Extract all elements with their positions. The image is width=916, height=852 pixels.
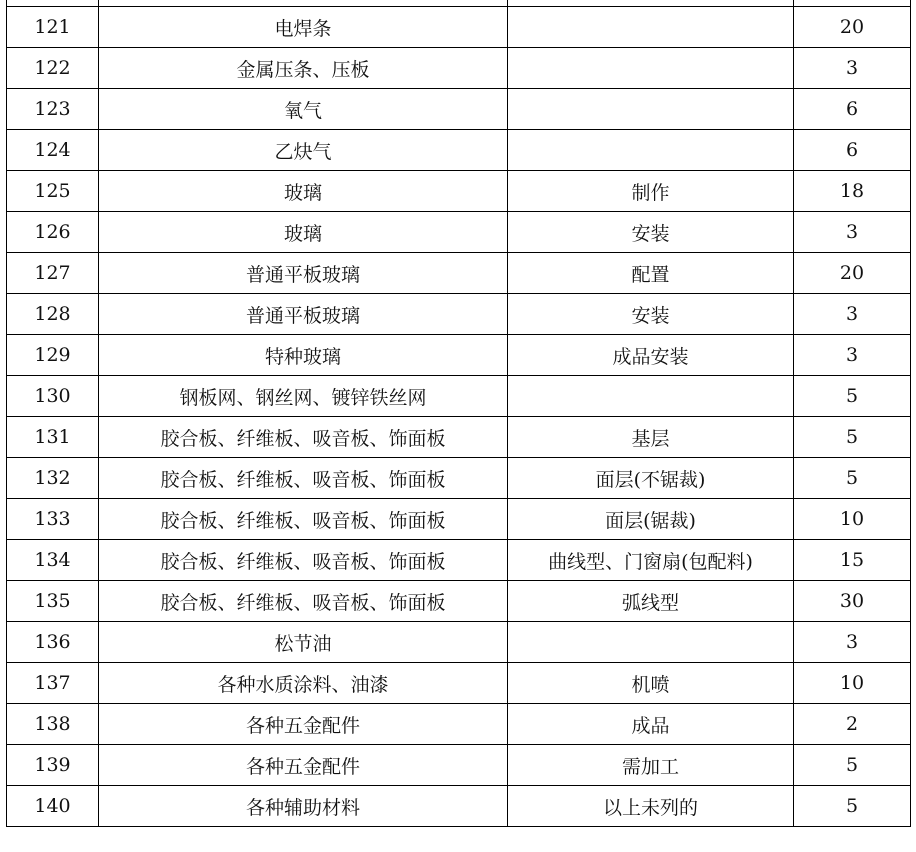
table-row <box>7 48 911 89</box>
table-row <box>7 458 911 499</box>
material-name-cell: 氧气 <box>99 89 508 130</box>
value-cell: 30 <box>794 581 911 622</box>
material-name-cell: 电焊条 <box>99 7 508 48</box>
process-cell: 需加工 <box>508 745 794 786</box>
process-cell: 安装 <box>508 212 794 253</box>
process-cell <box>508 376 794 417</box>
material-name-cell: 胶合板、纤维板、吸音板、饰面板 <box>99 540 508 581</box>
value-cell: 5 <box>794 417 911 458</box>
value-cell: 6 <box>794 130 911 171</box>
process-cell <box>508 89 794 130</box>
table-row <box>7 786 911 827</box>
process-cell: 基层 <box>508 417 794 458</box>
material-name-cell: 金属压条、压板 <box>99 48 508 89</box>
process-cell <box>508 7 794 48</box>
row-number-cell: 133 <box>7 499 99 540</box>
process-cell: 成品 <box>508 704 794 745</box>
row-number-cell: 125 <box>7 171 99 212</box>
row-number-cell: 131 <box>7 417 99 458</box>
process-cell <box>508 622 794 663</box>
table-row <box>7 212 911 253</box>
value-cell: 5 <box>794 786 911 827</box>
row-number-cell: 123 <box>7 89 99 130</box>
row-number-cell: 139 <box>7 745 99 786</box>
value-cell: 10 <box>794 663 911 704</box>
table-row <box>7 89 911 130</box>
table-row <box>7 376 911 417</box>
row-number-cell: 140 <box>7 786 99 827</box>
value-cell: 20 <box>794 253 911 294</box>
process-cell: 以上未列的 <box>508 786 794 827</box>
value-cell: 20 <box>794 7 911 48</box>
value-cell: 10 <box>794 499 911 540</box>
table-row <box>7 499 911 540</box>
row-number-cell: 126 <box>7 212 99 253</box>
process-cell: 曲线型、门窗扇(包配料) <box>508 540 794 581</box>
process-cell: 成品安装 <box>508 335 794 376</box>
row-number-cell: 129 <box>7 335 99 376</box>
materials-table <box>6 0 911 827</box>
row-number-cell: 128 <box>7 294 99 335</box>
process-cell: 安装 <box>508 294 794 335</box>
material-name-cell: 玻璃 <box>99 212 508 253</box>
process-cell: 机喷 <box>508 663 794 704</box>
process-cell: 制作 <box>508 171 794 212</box>
table-row <box>7 540 911 581</box>
material-name-cell: 普通平板玻璃 <box>99 253 508 294</box>
table-row <box>7 704 911 745</box>
material-name-cell: 各种水质涂料、油漆 <box>99 663 508 704</box>
material-name-cell: 胶合板、纤维板、吸音板、饰面板 <box>99 581 508 622</box>
table-row <box>7 622 911 663</box>
table-row <box>7 130 911 171</box>
material-name-cell: 玻璃 <box>99 171 508 212</box>
row-number-cell: 127 <box>7 253 99 294</box>
material-name-cell: 各种五金配件 <box>99 745 508 786</box>
table-row <box>7 294 911 335</box>
value-cell: 2 <box>794 704 911 745</box>
row-number-cell: 136 <box>7 622 99 663</box>
material-name-cell: 乙炔气 <box>99 130 508 171</box>
value-cell: 3 <box>794 212 911 253</box>
row-number-cell: 134 <box>7 540 99 581</box>
material-name-cell: 特种玻璃 <box>99 335 508 376</box>
row-number-cell: 122 <box>7 48 99 89</box>
material-name-cell: 普通平板玻璃 <box>99 294 508 335</box>
value-cell: 6 <box>794 89 911 130</box>
row-number-cell: 124 <box>7 130 99 171</box>
material-name-cell: 钢板网、钢丝网、镀锌铁丝网 <box>99 376 508 417</box>
value-cell: 3 <box>794 294 911 335</box>
material-name-cell: 各种五金配件 <box>99 704 508 745</box>
row-number-cell: 137 <box>7 663 99 704</box>
table-row <box>7 171 911 212</box>
table-row <box>7 7 911 48</box>
value-cell: 5 <box>794 376 911 417</box>
material-name-cell: 胶合板、纤维板、吸音板、饰面板 <box>99 417 508 458</box>
row-number-cell: 121 <box>7 7 99 48</box>
value-cell: 18 <box>794 171 911 212</box>
material-name-cell: 胶合板、纤维板、吸音板、饰面板 <box>99 499 508 540</box>
table-row <box>7 745 911 786</box>
row-number-cell: 130 <box>7 376 99 417</box>
row-number-cell: 138 <box>7 704 99 745</box>
process-cell: 配置 <box>508 253 794 294</box>
value-cell: 3 <box>794 48 911 89</box>
value-cell: 15 <box>794 540 911 581</box>
value-cell: 3 <box>794 335 911 376</box>
value-cell: 5 <box>794 458 911 499</box>
material-name-cell: 各种辅助材料 <box>99 786 508 827</box>
process-cell: 面层(锯裁) <box>508 499 794 540</box>
process-cell: 面层(不锯裁) <box>508 458 794 499</box>
table-row <box>7 417 911 458</box>
table-row <box>7 335 911 376</box>
process-cell: 弧线型 <box>508 581 794 622</box>
process-cell <box>508 130 794 171</box>
material-name-cell: 胶合板、纤维板、吸音板、饰面板 <box>99 458 508 499</box>
material-name-cell: 松节油 <box>99 622 508 663</box>
table-row <box>7 253 911 294</box>
value-cell: 3 <box>794 622 911 663</box>
table-row <box>7 663 911 704</box>
process-cell <box>508 48 794 89</box>
table-body <box>7 0 911 827</box>
row-number-cell: 132 <box>7 458 99 499</box>
value-cell: 5 <box>794 745 911 786</box>
table-row <box>7 581 911 622</box>
row-number-cell: 135 <box>7 581 99 622</box>
